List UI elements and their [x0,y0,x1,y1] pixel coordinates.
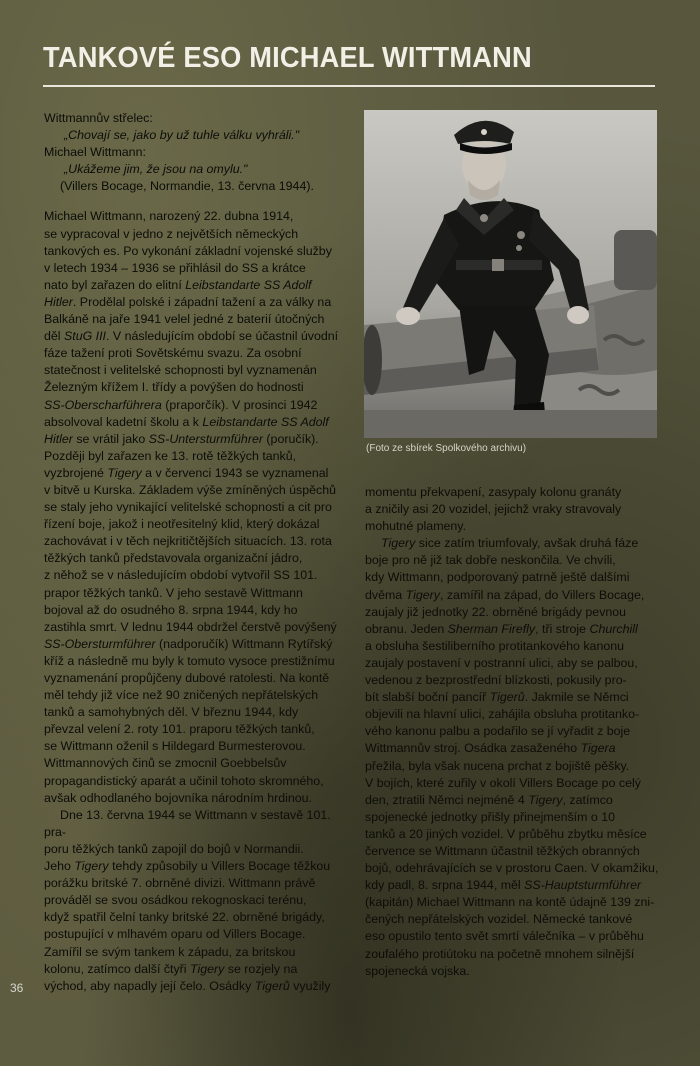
epigraph-source: (Villers Bocage, Normandie, 13. června 1944). [60,179,314,194]
right-paragraph-1: momentu překvapení, zasypaly kolonu granáty a zničily asi 20 vozidel, jejichž vraky stravovaly mohutné plameny. [365,485,622,534]
right-column [365,484,663,980]
photo-illustration [364,110,657,438]
right-paragraph-2: Tigery sice zatím triumfovaly, avšak druhá fáze boje pro ně již tak dobře neskončila. Ve chvíli, kdy Wittmann, podporovaný patrně ještě dalšími dvěma Tigery, zamířil na západ, do Villers Bocage, zaujaly již jednotky 22. obrněné brigády pevnou obranu. Jeden Sherman Firefly, tři stroje Churchill a obsluha šestiliberního protitankového kanonu zaujaly postavení v postranní ulici, aby se palbou, vedenou z bezprostřední blízkosti, pokusily pro- bít slabší boční pancíř Tigerů. Jakmile se Němci objevili na hlavní ulici, zahájila obsluha protitanko- vého kanonu palbu a podařilo se jí vyřadit z boje Wittmannův stroj. Osádka zasaženého Tigera přežila, byla však nucena prchat z bojiště pěšky. V bojích, které zuřily v okolí Villers Bocage po celý den, ztratili Němci nejméně 4 Tigery, zatímco spojenecké jednotky přišly přinejmenším o 10 tanků a 20 jiných vozidel. V průběhu zbytku měsíce července se Wittmann účastnil těžkých obranných bojů, odehrávajících se v prostoru Caen. V okamžiku, kdy padl, 8. srpna 1944, měl SS-Hauptsturmführer (kapitán) Michael Wittmann na kontě údajně 139 zni- čených nepřátelských vozidel. Německé tankové eso opustilo tento svět smrtí válečníka – v průběhu zoufalého protiútoku na početně mnohem silnější spojenecká vojska. [365,536,659,978]
left-column [44,110,344,995]
epigraph-speaker-1: Wittmannův střelec: [44,111,153,125]
portrait-photo [364,110,657,438]
epigraph-quote-2: „Ukážeme jim, že jsou na omylu." [64,162,248,177]
photo-caption: (Foto ze sbírek Spolkového archivu) [366,443,527,454]
body-paragraph-1: Michael Wittmann, narozený 22. dubna 1914, se vypracoval v jedno z největších německých tankových es. Po vykonání základní vojenské služby v letech 1934 – 1936 se přihlásil do SS a krátce nato byl zařazen do elitní Leibstandarte SS Adolf Hitler. Prodělal polské i západní tažení a za války na Balkáně na jaře 1941 velel jedné z baterií útočných děl StuG III. V následujícím období se účastnil úvodní fáze tažení proti Sovětskému svazu. Za osobní statečnost i velitelské schopnosti byl vyznamenán Železným křížem I. třídy a povýšen do hodnosti SS-Oberscharführera (praporčík). V prosinci 1942 absolvoval kadetní školu a k Leibstandarte SS Adolf Hitler se vrátil jako SS-Untersturmführer (poručík). Později byl zařazen ke 13. rotě těžkých tanků, vyzbrojené Tigery a v červenci 1943 se vyznamenal v bitvě u Kurska. Základem výše zmíněných úspěchů se staly jeho vynikající velitelské schopnosti a cit pro řízení boje, jakož i neotřesitelný klid, který dokázal zachovávat i v těch nejkritičtějších situacích. 13. rota těžkých tanků představovala organizační jádro, z něhož se v následujícím období vytvořil SS 101. prapor těžkých tanků. V jeho sestavě Wittmann bojoval až do osudného 8. srpna 1944, kdy ho zastihla smrt. V lednu 1944 obdržel čerstvě povýšený SS-Obersturmführer (nadporučík) Wittmann Rytířský kříž a následně mu byly k tomuto vysoce prestižnímu vyznamenání propůjčeny dubové ratolesti. Na kontě měl tehdy již více než 90 zničených nepřátelských tanků a samohybných děl. V březnu 1944, kdy převzal velení 2. roty 101. praporu těžkých tanků, se Wittmann oženil s Hildegard Burmesterovou. Wittmannových činů se zmocnil Goebbelsův propagandistický aparát a učinil tohoto skromného, avšak odhodlaného bojovníka národním hrdinou. [44,209,339,805]
page-number: 36 [10,981,24,995]
epigraph-speaker-2: Michael Wittmann: [44,145,146,160]
body-paragraph-2: Dne 13. června 1944 se Wittmann v sestavě 101. pra- poru těžkých tanků zapojil do bojů v Normandii. Jeho Tigery tehdy způsobily u Villers Bocage těžkou porážku britské 7. obrněné divizi. Wittmann právě prováděl se svou osádkou rekognoskaci terénu, když spatřil čelní tanky britské 22. obrněné brigády, postupující v mlhavém oparu od Villers Bocage. Zamířil se svým tankem k západu, za britskou kolonu, zatímco další čtyři Tigery se rozjely na východ, aby napadly její čelo. Osádky Tigerů využily [44,807,331,993]
page-title: TANKOVÉ ESO MICHAEL WITTMANN [43,42,532,74]
title-rule [43,85,655,87]
epigraph-quote-1: „Chovají se, jako by už tuhle válku vyhráli." [64,128,300,143]
